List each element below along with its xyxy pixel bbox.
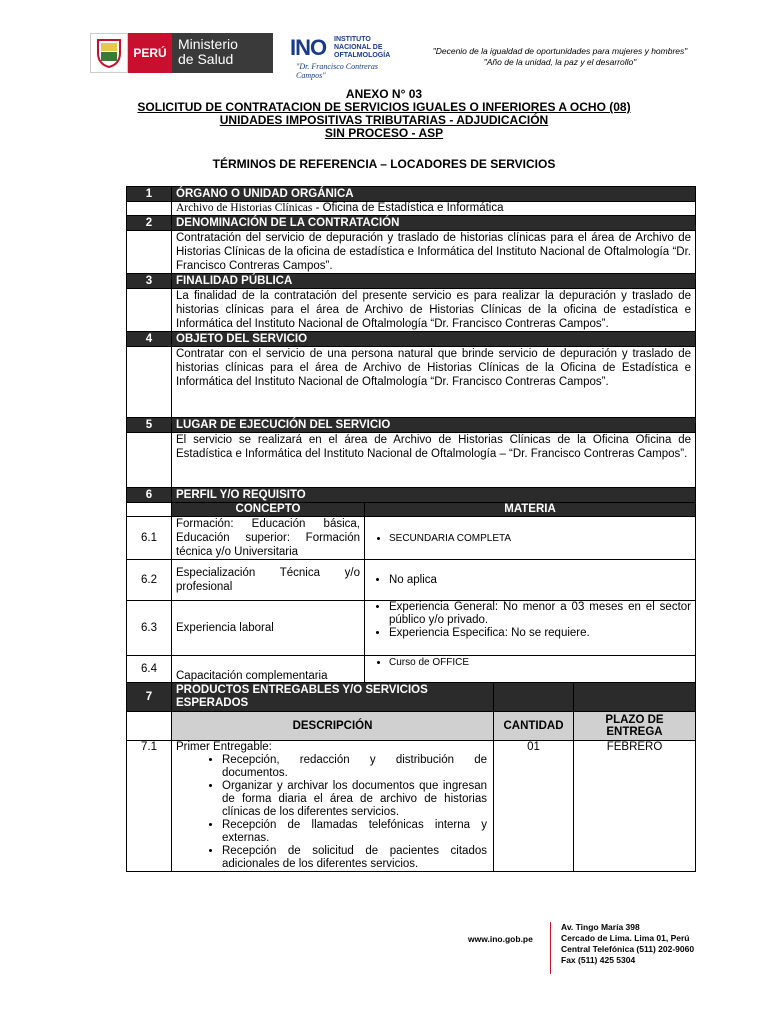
- deliverable-row-7-1: [127, 741, 696, 872]
- requirement-number: 6.1: [127, 517, 172, 560]
- motto-line2: "Año de la unidad, la paz y el desarrollo": [483, 57, 637, 67]
- footer-phone: Central Telefónica (511) 202-9060: [561, 944, 695, 954]
- annex-title: ANEXO N° 03: [345, 87, 423, 101]
- ino-name-line2: NACIONAL DE: [334, 44, 383, 51]
- concept-column-header: CONCEPTO: [172, 503, 365, 517]
- requirement-item: • Experiencia Especifica: No se requiere.: [389, 627, 691, 640]
- ino-name-line3: OFTALMOLOGÍA: [334, 52, 391, 59]
- deliverable-label: Primer Entregable:: [176, 741, 272, 753]
- section-6-columns: [127, 503, 696, 517]
- deliverable-item: • Recepción de solicitud de pacientes citados adicionales de los diferentes servicios.: [222, 845, 487, 871]
- section-7-number: 7: [127, 683, 172, 712]
- request-title-line3: SIN PROCESO - ASP: [324, 126, 444, 140]
- section-1-header: [127, 187, 696, 202]
- section-4-body: [127, 347, 696, 418]
- ino-letters: INO: [290, 35, 327, 60]
- footer-fax: Fax (511) 425 5304: [561, 955, 636, 965]
- motto: [400, 46, 720, 68]
- section-5-body: [127, 433, 696, 488]
- section-4-title: OBJETO DEL SERVICIO: [172, 332, 696, 347]
- ino-logo: [290, 33, 400, 80]
- section-6-header: [127, 488, 696, 503]
- section-1-office: - Oficina de Estadística e Informática: [312, 202, 504, 214]
- section-1-body: [127, 202, 696, 216]
- deliverable-item: • Organizar y archivar los documentos que ingresan de forma diaria el área de archivo de historias clínicas de los diferentes servicios.: [222, 780, 487, 819]
- section-2-header: [127, 216, 696, 231]
- requirement-concept: Especialización Técnica y/o profesional: [172, 560, 365, 601]
- tor-subtitle: TÉRMINOS DE REFERENCIA – LOCADORES DE SERVICIOS: [212, 157, 556, 171]
- terms-table: [126, 186, 696, 872]
- document-titles: [90, 88, 678, 140]
- footer-address-line1: Av. Tingo María 398: [561, 922, 640, 932]
- section-3-number: 3: [127, 274, 172, 289]
- footer-address-line2: Cercado de Lima. Lima 01, Perú: [561, 933, 690, 943]
- footer-address: [561, 922, 694, 966]
- ino-name: [334, 36, 390, 60]
- footer-website: www.ino.gob.pe: [468, 934, 533, 944]
- deliverable-items: [176, 754, 489, 871]
- footer-divider: [550, 922, 551, 974]
- requirement-item: • SECUNDARIA COMPLETA: [389, 532, 691, 545]
- requirement-items: [369, 574, 691, 587]
- materia-column-header: MATERIA: [365, 503, 696, 517]
- requirement-row-6-3: [127, 601, 696, 656]
- section-6-title: PERFIL Y/O REQUISITO: [172, 488, 696, 503]
- requirement-item: • Curso de OFFICE: [389, 656, 691, 669]
- section-1-title: ÓRGANO O UNIDAD ORGÁNICA: [172, 187, 696, 202]
- section-5-number: 5: [127, 418, 172, 433]
- section-1-number: 1: [127, 187, 172, 202]
- peru-shield-icon: [90, 33, 128, 73]
- requirement-concept: Formación: Educación básica, Educación superior: Formación técnica y/o Universitaria: [172, 517, 365, 560]
- section-5-title: LUGAR DE EJECUCIÓN DEL SERVICIO: [172, 418, 696, 433]
- requirement-number: 6.4: [127, 656, 172, 683]
- requirement-row-6-2: [127, 560, 696, 601]
- minsa-logo: [90, 33, 273, 73]
- section-2-number: 2: [127, 216, 172, 231]
- request-title-line2: UNIDADES IMPOSITIVAS TRIBUTARIAS - ADJUDICACIÓN: [219, 113, 549, 127]
- section-2-text: Contratación del servicio de depuración y traslado de historias clínicas para el área de Archivo de Historias Clínicas de la oficina de estadística e Informática del Instituto Nacional de Oftalmología “Dr. Francisco Contreras Campos”.: [172, 231, 696, 274]
- description-column-header: DESCRIPCIÓN: [172, 712, 494, 741]
- section-7-title: PRODUCTOS ENTREGABLES Y/O SERVICIOS ESPERADOS: [172, 683, 494, 712]
- requirement-row-6-1: [127, 517, 696, 560]
- section-1-unit: Archivo de Historias Clínicas: [176, 202, 313, 214]
- requirement-items: [369, 656, 691, 669]
- requirement-items: [369, 601, 691, 640]
- ino-signature: "Dr. Francisco Contreras Campos": [296, 62, 378, 80]
- requirement-number: 6.2: [127, 560, 172, 601]
- deliverable-item: • Recepción de llamadas telefónicas interna y externas.: [222, 819, 487, 845]
- ino-name-line1: INSTITUTO: [334, 36, 371, 43]
- section-4-number: 4: [127, 332, 172, 347]
- minsa-name-line2: de Salud: [178, 51, 234, 67]
- section-7-header: [127, 683, 696, 712]
- requirement-item: • Experiencia General: No menor a 03 meses en el sector público y/o privado.: [389, 601, 691, 627]
- minsa-name-line1: Ministerio: [178, 36, 238, 52]
- section-5-text: El servicio se realizará en el área de Archivo de Historias Clínicas de la Oficina Oficina de Estadística e Informática del Instituto Nacional de Oftalmología – “Dr. Francisco Contreras Campos”.: [172, 433, 696, 488]
- requirement-row-6-4: [127, 656, 696, 683]
- section-4-header: [127, 332, 696, 347]
- minsa-country-label: PERÚ: [128, 33, 172, 73]
- request-title-line1: SOLICITUD DE CONTRATACION DE SERVICIOS IGUALES O INFERIORES A OCHO (08): [137, 100, 631, 114]
- deliverable-term: FEBRERO: [574, 741, 696, 872]
- section-7-columns: [127, 712, 696, 741]
- section-5-header: [127, 418, 696, 433]
- section-3-title: FINALIDAD PÚBLICA: [172, 274, 696, 289]
- deliverable-quantity: 01: [494, 741, 574, 872]
- motto-line1: "Decenio de la igualdad de oportunidades para mujeres y hombres": [432, 46, 688, 56]
- requirement-concept: Experiencia laboral: [172, 601, 365, 656]
- section-3-header: [127, 274, 696, 289]
- deliverable-number: 7.1: [127, 741, 172, 872]
- section-3-body: [127, 289, 696, 332]
- section-2-body: [127, 231, 696, 274]
- section-6-number: 6: [127, 488, 172, 503]
- requirement-number: 6.3: [127, 601, 172, 656]
- requirement-item: • No aplica: [389, 574, 691, 587]
- quantity-column-header: CANTIDAD: [494, 712, 574, 741]
- deliverable-item: • Recepción, redacción y distribución de documentos.: [222, 754, 487, 780]
- requirement-concept: Capacitación complementaria: [172, 656, 365, 683]
- delivery-term-column-header: PLAZO DE ENTREGA: [574, 712, 696, 741]
- minsa-name: [172, 33, 273, 73]
- section-3-text: La finalidad de la contratación del presente servicio es para realizar la depuración y traslado de historias clínicas para el área de Archivo de Historias Clínicas de la oficina de estadística e Informática del Instituto Nacional de Oftalmología “Dr. Francisco Contreras Campos”.: [172, 289, 696, 332]
- section-4-text: Contratar con el servicio de una persona natural que brinde servicio de depuración y traslado de historias clínicas para el área de Archivo de Historias Clínicas de la Oficina de Estadística e Informática del Instituto Nacional de Oftalmología “Dr. Francisco Contreras Campos”.: [172, 347, 696, 418]
- section-2-title: DENOMINACIÓN DE LA CONTRATACIÓN: [172, 216, 696, 231]
- requirement-items: [369, 532, 691, 545]
